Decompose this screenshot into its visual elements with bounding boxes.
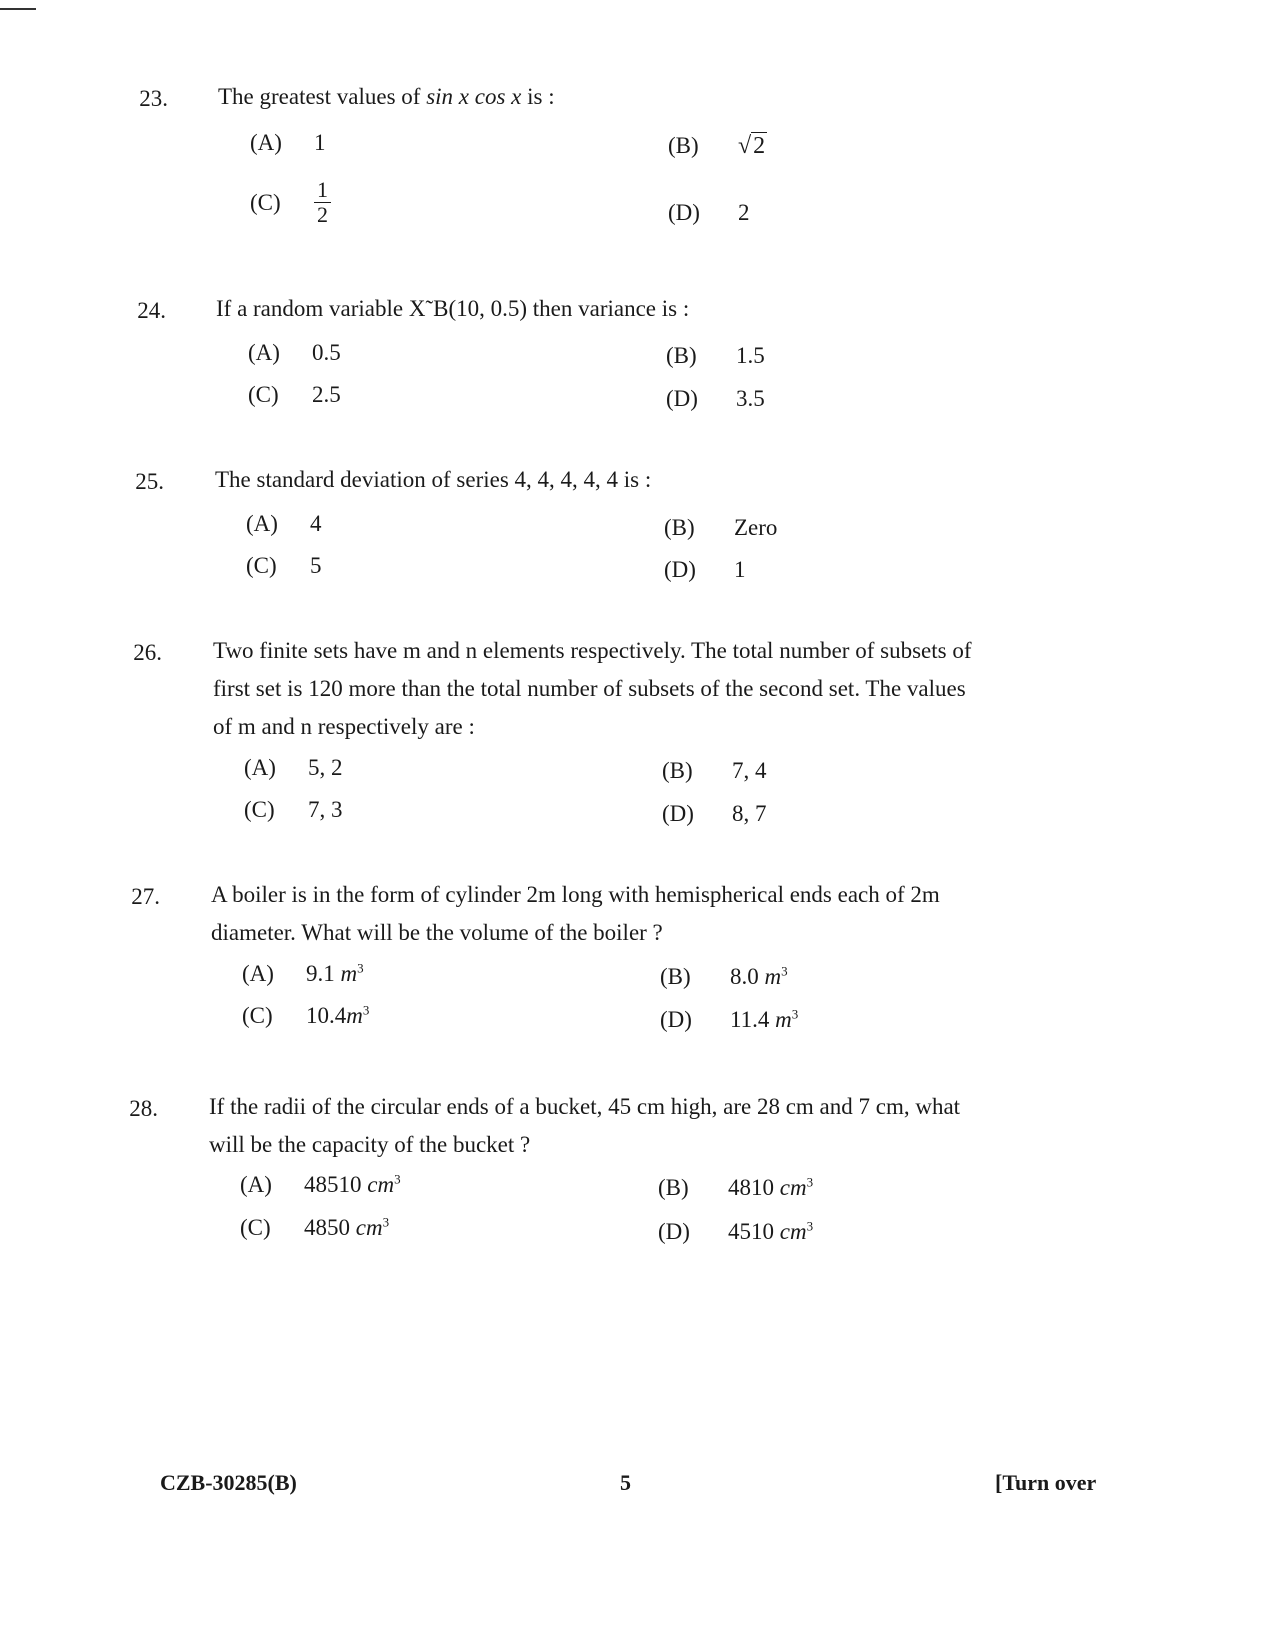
option-label: (B) — [666, 343, 697, 368]
turn-over-note: [Turn over — [995, 1470, 1097, 1495]
question-number: 24. — [137, 298, 166, 323]
option-label: (D) — [658, 1219, 690, 1244]
sqrt-expression: √2 — [738, 133, 766, 159]
option-value: 4 — [310, 511, 322, 536]
option-label: (B) — [660, 964, 691, 989]
option-label: (A) — [250, 130, 282, 155]
option-a — [246, 511, 322, 537]
option-label: (B) — [664, 515, 695, 540]
page-number: 5 — [620, 1470, 631, 1495]
option-d — [664, 557, 746, 583]
option-value: 7, 3 — [308, 797, 343, 822]
option-value: 8, 7 — [732, 801, 767, 826]
option-c — [248, 382, 341, 408]
option-d — [662, 801, 767, 827]
question-text: If a random variable X˜B(10, 0.5) then variance is : — [216, 296, 690, 321]
option-a — [250, 130, 326, 156]
option-value: Zero — [734, 515, 778, 540]
option-label: (D) — [668, 200, 700, 225]
option-value: 48510 $cm^3$ — [304, 1171, 401, 1197]
option-value: 1 — [314, 130, 326, 155]
option-value: 4810 $cm^3$ — [728, 1174, 814, 1200]
option-label: (C) — [240, 1215, 271, 1240]
option-label: (D) — [660, 1007, 692, 1032]
option-value: 4510 $cm^3$ — [728, 1218, 814, 1244]
option-b — [668, 133, 767, 160]
option-label: (D) — [664, 557, 696, 582]
option-c — [244, 797, 343, 823]
paper-code: CZB-30285(B) — [160, 1470, 297, 1495]
option-label: (D) — [666, 386, 698, 411]
option-value: 9.1 $m^3$ — [306, 960, 364, 986]
option-c — [240, 1215, 389, 1241]
option-b — [660, 964, 788, 990]
option-d — [660, 1007, 798, 1033]
option-b — [666, 343, 765, 369]
question-text: Two finite sets have m and n elements respectively. The total number of subsets of first set is 120 more than the total number of subsets of the second set. The values of m and n respectively are : — [213, 638, 972, 739]
option-label: (A) — [248, 340, 280, 365]
option-value: 1.5 — [736, 343, 765, 368]
option-label: (C) — [250, 189, 281, 215]
option-b — [662, 758, 767, 784]
option-d — [658, 1219, 813, 1245]
question-number: 23. — [139, 86, 168, 111]
option-label: (A) — [246, 511, 278, 536]
question-number: 25. — [135, 469, 164, 494]
option-value: 7, 4 — [732, 758, 767, 783]
option-d — [668, 200, 750, 226]
question-text: If the radii of the circular ends of a bucket, 45 cm high, are 28 cm and 7 cm, what will be the capacity of the bucket ? — [209, 1094, 961, 1157]
option-label: (A) — [240, 1172, 272, 1197]
option-label: (B) — [658, 1175, 689, 1200]
option-b — [658, 1175, 813, 1201]
option-value: 4850 $cm^3$ — [304, 1214, 390, 1240]
question-number: 26. — [133, 640, 162, 665]
option-value: 0.5 — [312, 340, 341, 365]
question-number: 28. — [129, 1096, 158, 1121]
edge-mark — [0, 8, 36, 10]
question-text: The standard deviation of series 4, 4, 4, 4, 4 is : — [215, 467, 652, 492]
option-a — [240, 1172, 401, 1198]
option-c — [242, 1003, 369, 1029]
option-value: 2.5 — [312, 382, 341, 407]
question-text: A boiler is in the form of cylinder 2m long with hemispherical ends each of 2m diameter. What will be the volume of the boiler ? — [211, 882, 940, 945]
fraction: $\frac{1}{2}$ — [314, 178, 331, 227]
option-c — [250, 178, 331, 227]
option-d — [666, 386, 765, 412]
option-a — [244, 755, 343, 781]
option-value: 2 — [738, 200, 750, 225]
option-c — [246, 553, 322, 579]
option-label: (C) — [246, 553, 277, 578]
option-a — [248, 340, 341, 366]
option-label: (A) — [242, 961, 274, 986]
option-a — [242, 961, 364, 987]
option-value: 5, 2 — [308, 755, 343, 780]
option-label: (B) — [662, 758, 693, 783]
option-label: (A) — [244, 755, 276, 780]
option-label: (C) — [244, 797, 275, 822]
option-value: $10.4m^3$ — [306, 1002, 370, 1028]
option-label: (D) — [662, 801, 694, 826]
option-b — [664, 515, 777, 541]
option-value: 11.4 $m^3$ — [730, 1006, 799, 1032]
question-text: The greatest values of sin x cos x is : — [218, 84, 555, 109]
option-value: 3.5 — [736, 386, 765, 411]
option-label: (C) — [248, 382, 279, 407]
math-expression: sin x cos x — [426, 84, 522, 109]
option-value: 5 — [310, 553, 322, 578]
option-value: 1 — [734, 557, 746, 582]
option-label: (B) — [668, 133, 699, 158]
option-label: (C) — [242, 1003, 273, 1028]
question-number: 27. — [131, 884, 160, 909]
option-value: 8.0 $m^3$ — [730, 963, 788, 989]
